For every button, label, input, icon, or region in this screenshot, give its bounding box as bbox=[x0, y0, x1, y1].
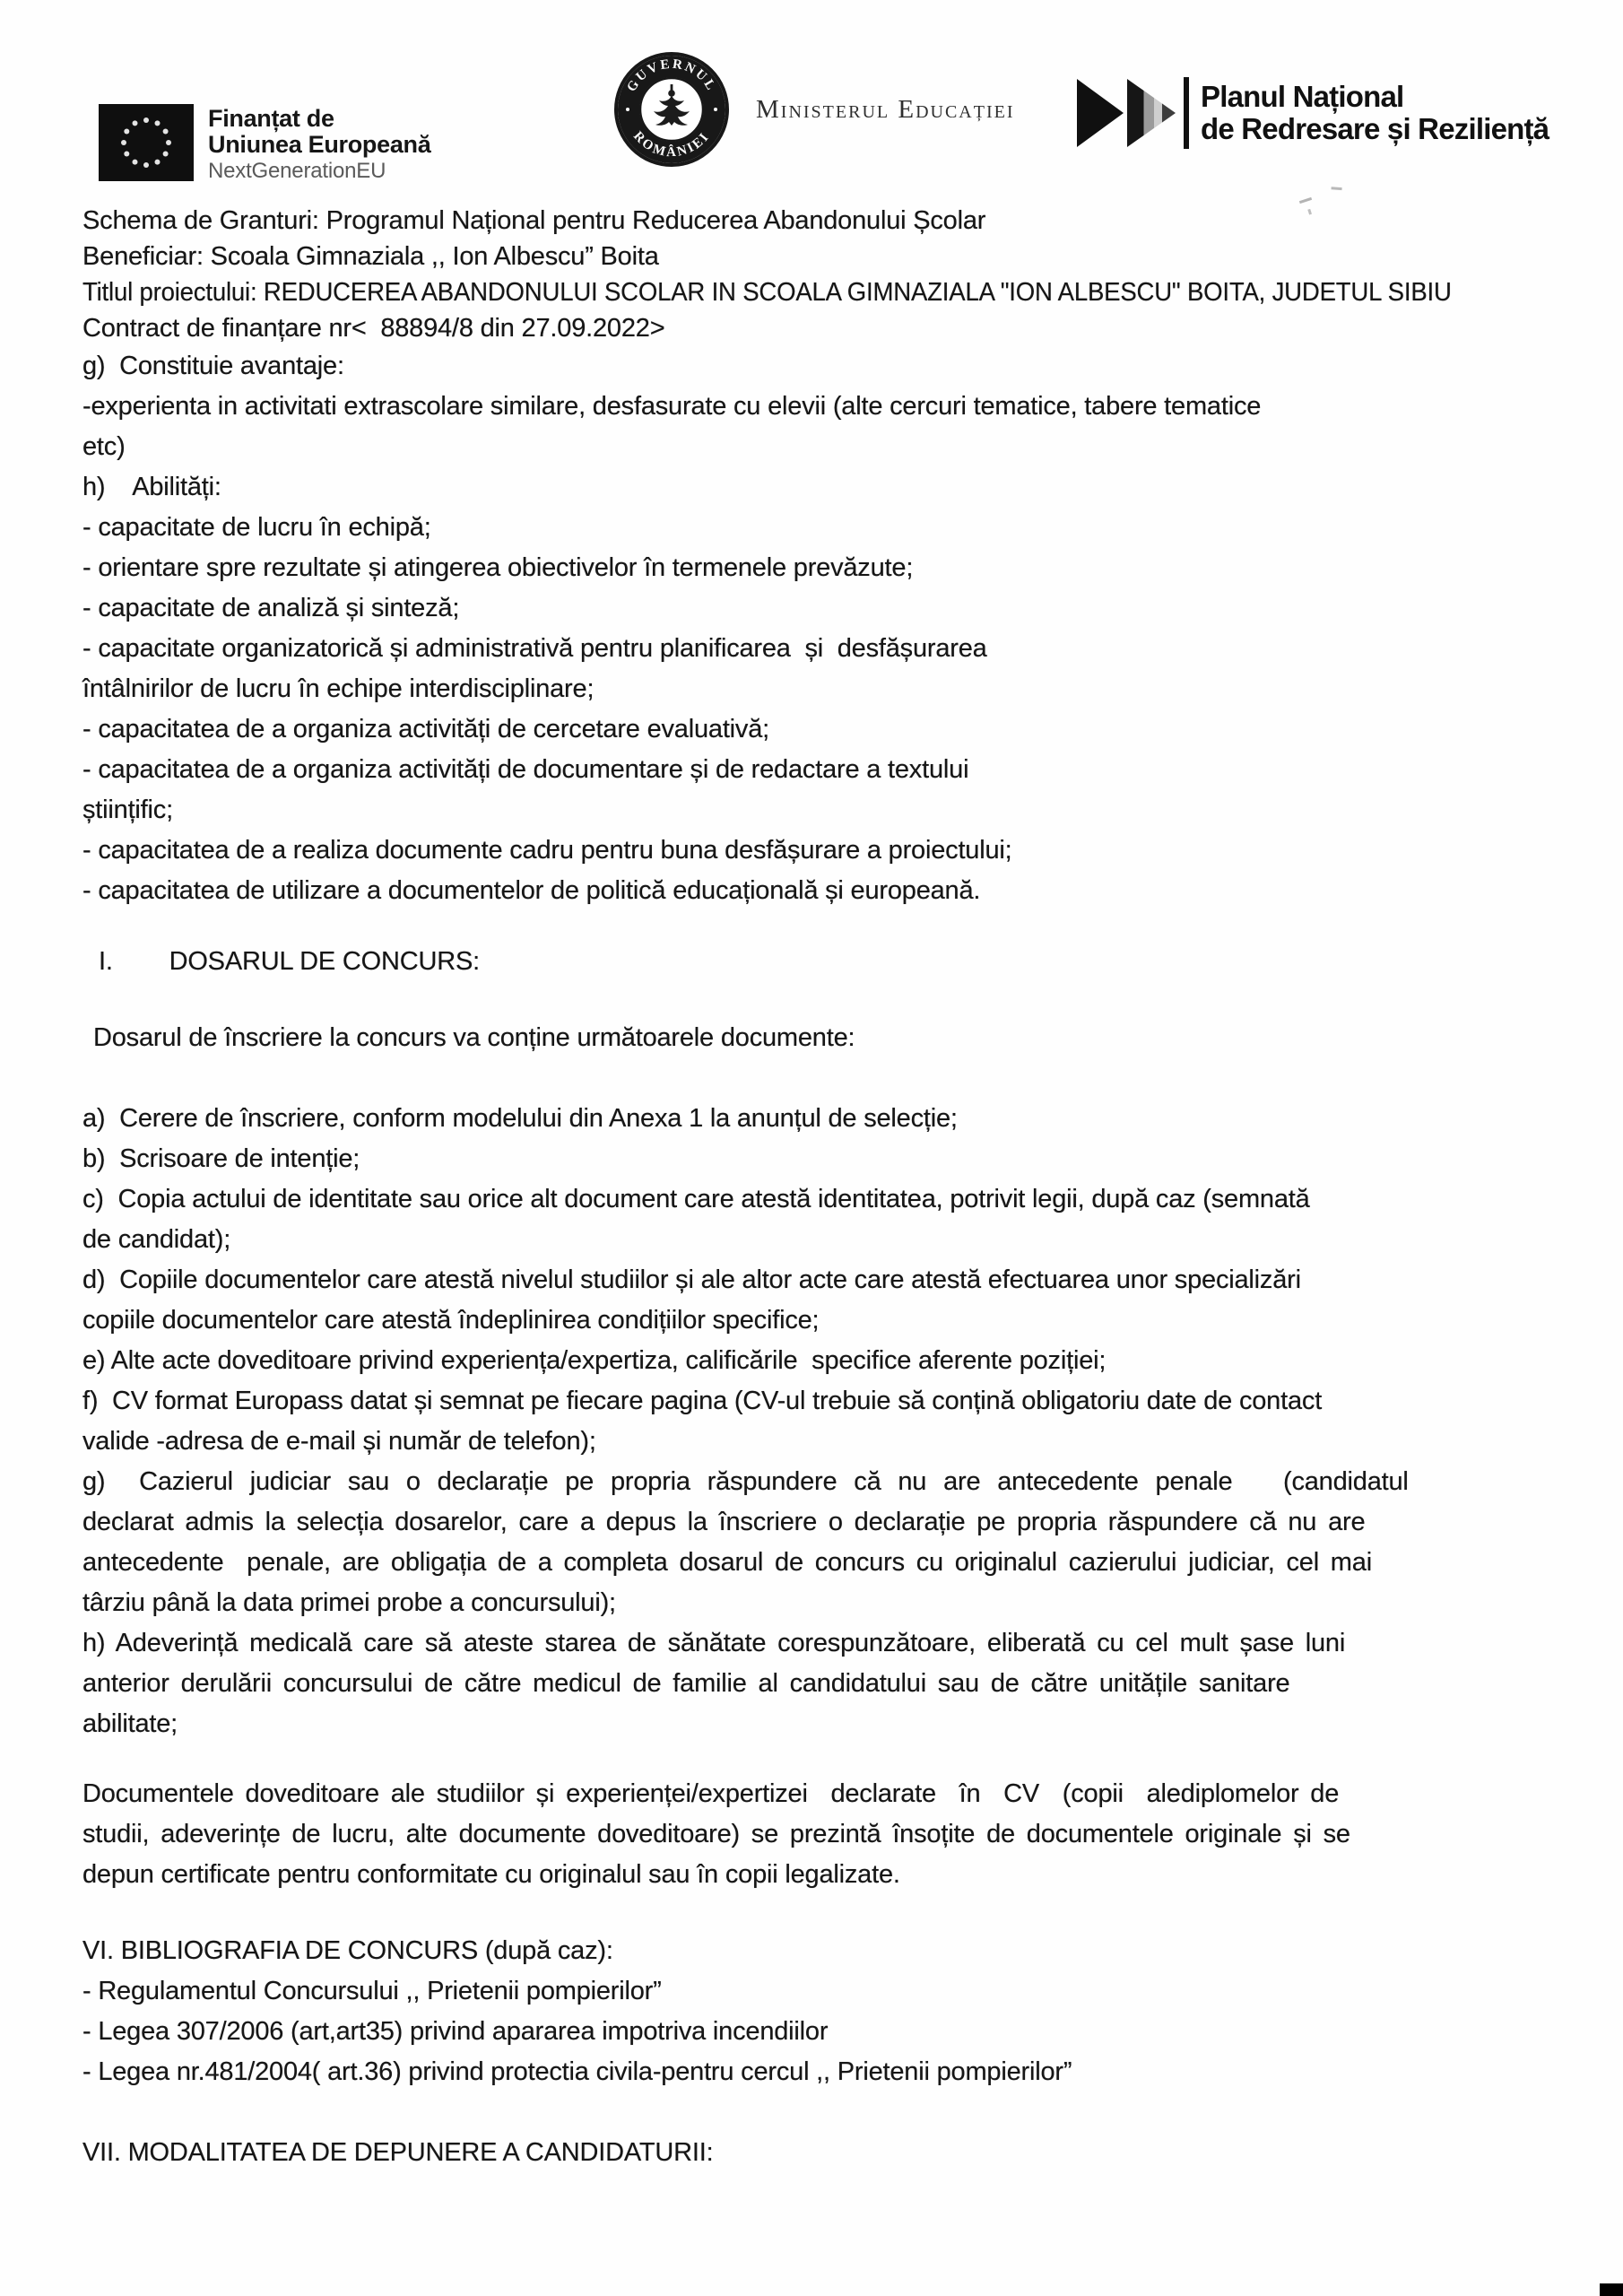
abilities-heading: h) Abilități: bbox=[82, 473, 221, 501]
ability-item: - capacitatea de a organiza activități de documentare și de redactare a textului bbox=[82, 755, 969, 784]
dossier-item: g) Cazierul judiciar sau o declarație pe propria răspundere că nu are antecedente penale (candidatul bbox=[82, 1467, 1409, 1496]
document-body bbox=[82, 203, 1623, 2173]
bibliography-item: - Legea 307/2006 (art,art35) privind apararea impotriva incendiilor bbox=[82, 2017, 829, 2046]
dossier-item: d) Copiile documentelor care atestă nivelul studiilor și ale altor acte care atestă efectuarea unor specializări bbox=[82, 1265, 1301, 1294]
ability-item: - capacitatea de utilizare a documentelor de politică educațională și europeană. bbox=[82, 876, 981, 905]
eu-funding-line3: NextGenerationEU bbox=[208, 159, 386, 183]
ability-item: - capacitate de lucru în echipă; bbox=[82, 513, 431, 542]
beneficiary-line: Beneficiar: Scoala Gimnaziala ,, Ion Albescu” Boita bbox=[82, 242, 659, 271]
advantages-heading: g) Constituie avantaje: bbox=[82, 352, 344, 380]
ability-item: - capacitate organizatorică și administrativă pentru planificarea și desfășurarea bbox=[82, 634, 987, 663]
eu-funding-line2: Uniunea Europeană bbox=[208, 131, 431, 158]
government-ministry-logo bbox=[612, 50, 1015, 169]
svg-text:GUVERNUL: GUVERNUL bbox=[624, 57, 719, 95]
pnrr-logo bbox=[1077, 75, 1549, 151]
pnrr-line2: de Redresare și Reziliență bbox=[1201, 112, 1549, 145]
ability-item: - capacitatea de a organiza activități de cercetare evaluativă; bbox=[82, 715, 770, 744]
dossier-item: f) CV format Europass datat și semnat pe fiecare pagina (CV-ul trebuie să conțină obligatoriu date de contact bbox=[82, 1387, 1323, 1415]
scan-artifact bbox=[1600, 2283, 1623, 2296]
contract-line: Contract de finanțare nr< 88894/8 din 27.09.2022> bbox=[82, 314, 665, 343]
dossier-item: copiile documentelor care atestă îndeplinirea condițiilor specifice; bbox=[82, 1306, 820, 1335]
dossier-item: e) Alte acte doveditoare privind experiența/expertiza, calificările specifice aferente poziției; bbox=[82, 1346, 1107, 1375]
dossier-item: de candidat); bbox=[82, 1225, 231, 1254]
pnrr-text bbox=[1201, 81, 1549, 145]
ability-item: - capacitate de analiză și sinteză; bbox=[82, 594, 460, 622]
ability-item: științific; bbox=[82, 796, 173, 824]
dossier-item: h) Adeverință medicală care să ateste starea de sănătate corespunzătoare, eliberată cu cel mult șase luni bbox=[82, 1629, 1346, 1657]
bibliography-item: - Regulamentul Concursului ,, Prietenii pompierilor” bbox=[82, 1977, 662, 2005]
dossier-item: antecedente penale, are obligația de a completa dosarul de concurs cu originalul cazierului judiciar, cel mai bbox=[82, 1548, 1372, 1577]
ministry-name: Ministerul Educației bbox=[756, 94, 1015, 124]
ability-item: - capacitatea de a realiza documente cadru pentru buna desfășurare a proiectului; bbox=[82, 836, 1012, 865]
dossier-intro: Dosarul de înscriere la concurs va conține următoarele documente: bbox=[93, 1023, 855, 1052]
dossier-item: declarat admis la selecția dosarelor, care a depus la înscriere o declarație pe propria răspundere că nu are bbox=[82, 1508, 1366, 1536]
grant-scheme-line: Schema de Granturi: Programul Național pentru Reducerea Abandonului Școlar bbox=[82, 206, 986, 235]
eu-funding-logo bbox=[99, 104, 430, 184]
dossier-item: abilitate; bbox=[82, 1709, 178, 1738]
originals-note-line: Documentele doveditoare ale studiilor și experienței/expertizei declarate în CV (copii alediplomelor de bbox=[82, 1779, 1340, 1808]
bibliography-item: - Legea nr.481/2004( art.36) privind protectia civila-pentru cercul ,, Prietenii pompierilor” bbox=[82, 2057, 1072, 2086]
originals-note-line: studii, adeverințe de lucru, alte documente doveditoare) se prezintă însoțite de documentele originale și se bbox=[82, 1820, 1350, 1848]
eu-funding-text bbox=[208, 106, 430, 184]
advantages-line: etc) bbox=[82, 432, 126, 461]
bibliography-heading: VI. BIBLIOGRAFIA DE CONCURS (după caz): bbox=[82, 1936, 613, 1965]
dossier-item: valide -adresa de e-mail și număr de telefon); bbox=[82, 1427, 596, 1456]
advantages-line: -experienta in activitati extrascolare similare, desfasurate cu elevii (alte cercuri tematice, tabere tematice bbox=[82, 392, 1262, 421]
dossier-item: c) Copia actului de identitate sau orice alt document care atestă identitatea, potrivit legii, după caz (semnată bbox=[82, 1185, 1310, 1213]
dossier-item: a) Cerere de înscriere, conform modelului din Anexa 1 la anunțul de selecție; bbox=[82, 1104, 958, 1133]
originals-note-line: depun certificate pentru conformitate cu originalul sau în copii legalizate. bbox=[82, 1860, 900, 1889]
dossier-item: anterior derulării concursului de către medicul de familie al candidatului sau de către unitățile sanitare bbox=[82, 1669, 1290, 1698]
pnrr-arrows-icon bbox=[1077, 75, 1192, 151]
eu-funding-line1: Finanțat de bbox=[208, 105, 334, 132]
eu-flag-icon bbox=[99, 104, 194, 181]
submission-heading: VII. MODALITATEA DE DEPUNERE A CANDIDATURII: bbox=[82, 2138, 714, 2167]
dossier-item: b) Scrisoare de intenție; bbox=[82, 1144, 360, 1173]
ability-item: - orientare spre rezultate și atingerea obiectivelor în termenele prevăzute; bbox=[82, 553, 914, 582]
pnrr-line1: Planul Național bbox=[1201, 80, 1404, 113]
government-seal-icon bbox=[612, 50, 731, 169]
dossier-item: târziu până la data primei probe a concursului); bbox=[82, 1588, 616, 1617]
project-title-line: Titlul proiectului: REDUCEREA ABANDONULUI SCOLAR IN SCOALA GIMNAZIALA "ION ALBESCU" BOITA, JUDETUL SIBIU bbox=[82, 278, 1452, 307]
dossier-heading: I. DOSARUL DE CONCURS: bbox=[99, 947, 480, 976]
svg-text:ROMÂNIEI: ROMÂNIEI bbox=[629, 128, 713, 161]
ability-item: întâlnirilor de lucru în echipe interdisciplinare; bbox=[82, 674, 595, 703]
